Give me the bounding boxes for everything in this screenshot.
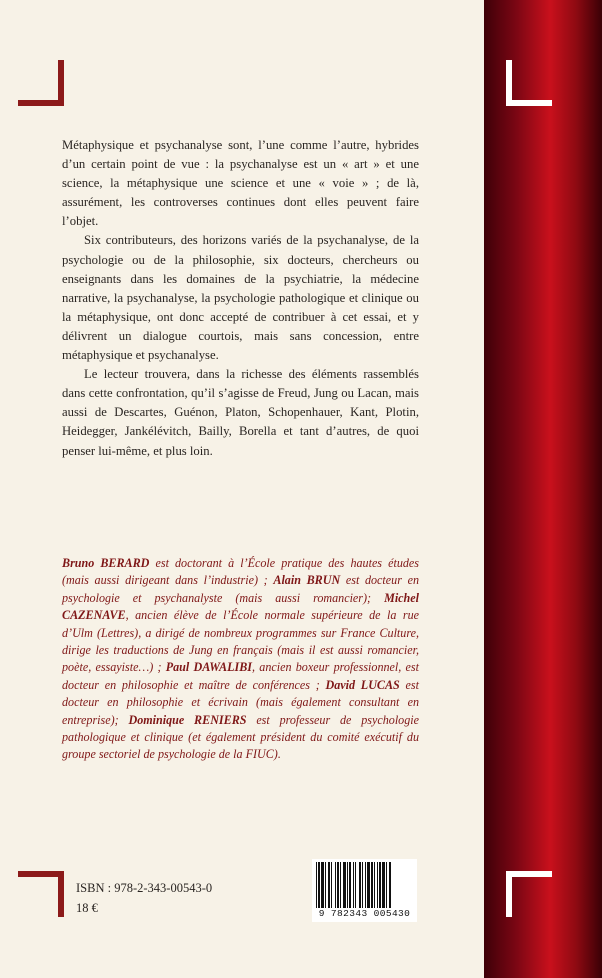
corner-bracket-top-left	[18, 60, 64, 106]
isbn: ISBN : 978-2-343-00543-0	[76, 881, 213, 895]
contributor-name: David LUCAS	[325, 677, 400, 692]
contributor-bio: , ancien élève de l’École normale supérieure de la rue d’Ulm (Lettres), a dirigé de nombreux programmes sur France Culture, dirige les traductions de Jung en français (mais il est aussi romancier, poète, essayiste…) ;	[62, 608, 419, 675]
barcode-bars	[312, 859, 417, 909]
back-cover-blurb	[62, 136, 419, 461]
blurb-paragraph: Le lecteur trouvera, dans la richesse des éléments rassemblés dans cette confrontation, qu’il s’agisse de Freud, Jung ou Lacan, mais aussi de Descartes, Guénon, Platon, Schopenhauer, Kant, Plotin, Heidegger, Jankélévitch, Bailly, Borella et tant d’autres, de quoi penser lui-même, et plus loin.	[62, 367, 419, 458]
blurb-paragraph: Métaphysique et psychanalyse sont, l’une comme l’autre, hybrides d’un certain point de vue : la psychanalyse est un « art » et une science, la métaphysique une science et une « voie » ; de là, assurément, les controverses continues dont elles peuvent faire l’objet.	[62, 138, 419, 229]
contributor-bio: est professeur de psychologie pathologique et clinique (et également président du comité exécutif du groupe sectoriel de psychologie de la FIUC).	[62, 712, 419, 762]
barcode-number: 9 782343 005430	[312, 908, 417, 920]
contributor-bio: est docteur en psychologie et psychanalyste (mais aussi romancier);	[62, 573, 419, 605]
contributor-bio: , ancien boxeur professionnel, est docteur en philosophie et maître de conférences ;	[62, 660, 419, 692]
contributor-name: Bruno BERARD	[62, 556, 150, 570]
contributor-name: Michel CAZENAVE	[62, 590, 419, 623]
contributor-name: Paul DAWALIBI	[165, 660, 252, 675]
red-spine-band	[484, 0, 602, 978]
price: 18 €	[76, 901, 98, 915]
corner-bracket-top-right	[506, 60, 552, 106]
contributor-name: Dominique RENIERS	[128, 712, 247, 727]
blurb-paragraph: Six contributeurs, des horizons variés de la psychanalyse, de la psychologie ou de la philosophie, six docteurs, chercheurs ou enseignants dans les domaines de la psychiatrie, la médecine narrative, la psychanalyse, la psychologie pathologique et clinique ou la métaphysique, ont donc accepté de contribuer à cet essai, et y délivrent un dialogue courtois, mais sans concession, entre métaphysique et psychanalyse.	[62, 233, 419, 363]
contributors-bios	[62, 555, 419, 764]
contributor-bio: est docteur en philosophie et écrivain (mais également consultant en entreprise);	[62, 677, 419, 727]
contributor-bio: est doctorant à l’École pratique des hautes études (mais aussi dirigeant dans l’industrie) ;	[62, 556, 419, 588]
contributor-name: Alain BRUN	[273, 573, 341, 588]
corner-bracket-bottom-left	[18, 871, 64, 917]
corner-bracket-bottom-right	[506, 871, 552, 917]
